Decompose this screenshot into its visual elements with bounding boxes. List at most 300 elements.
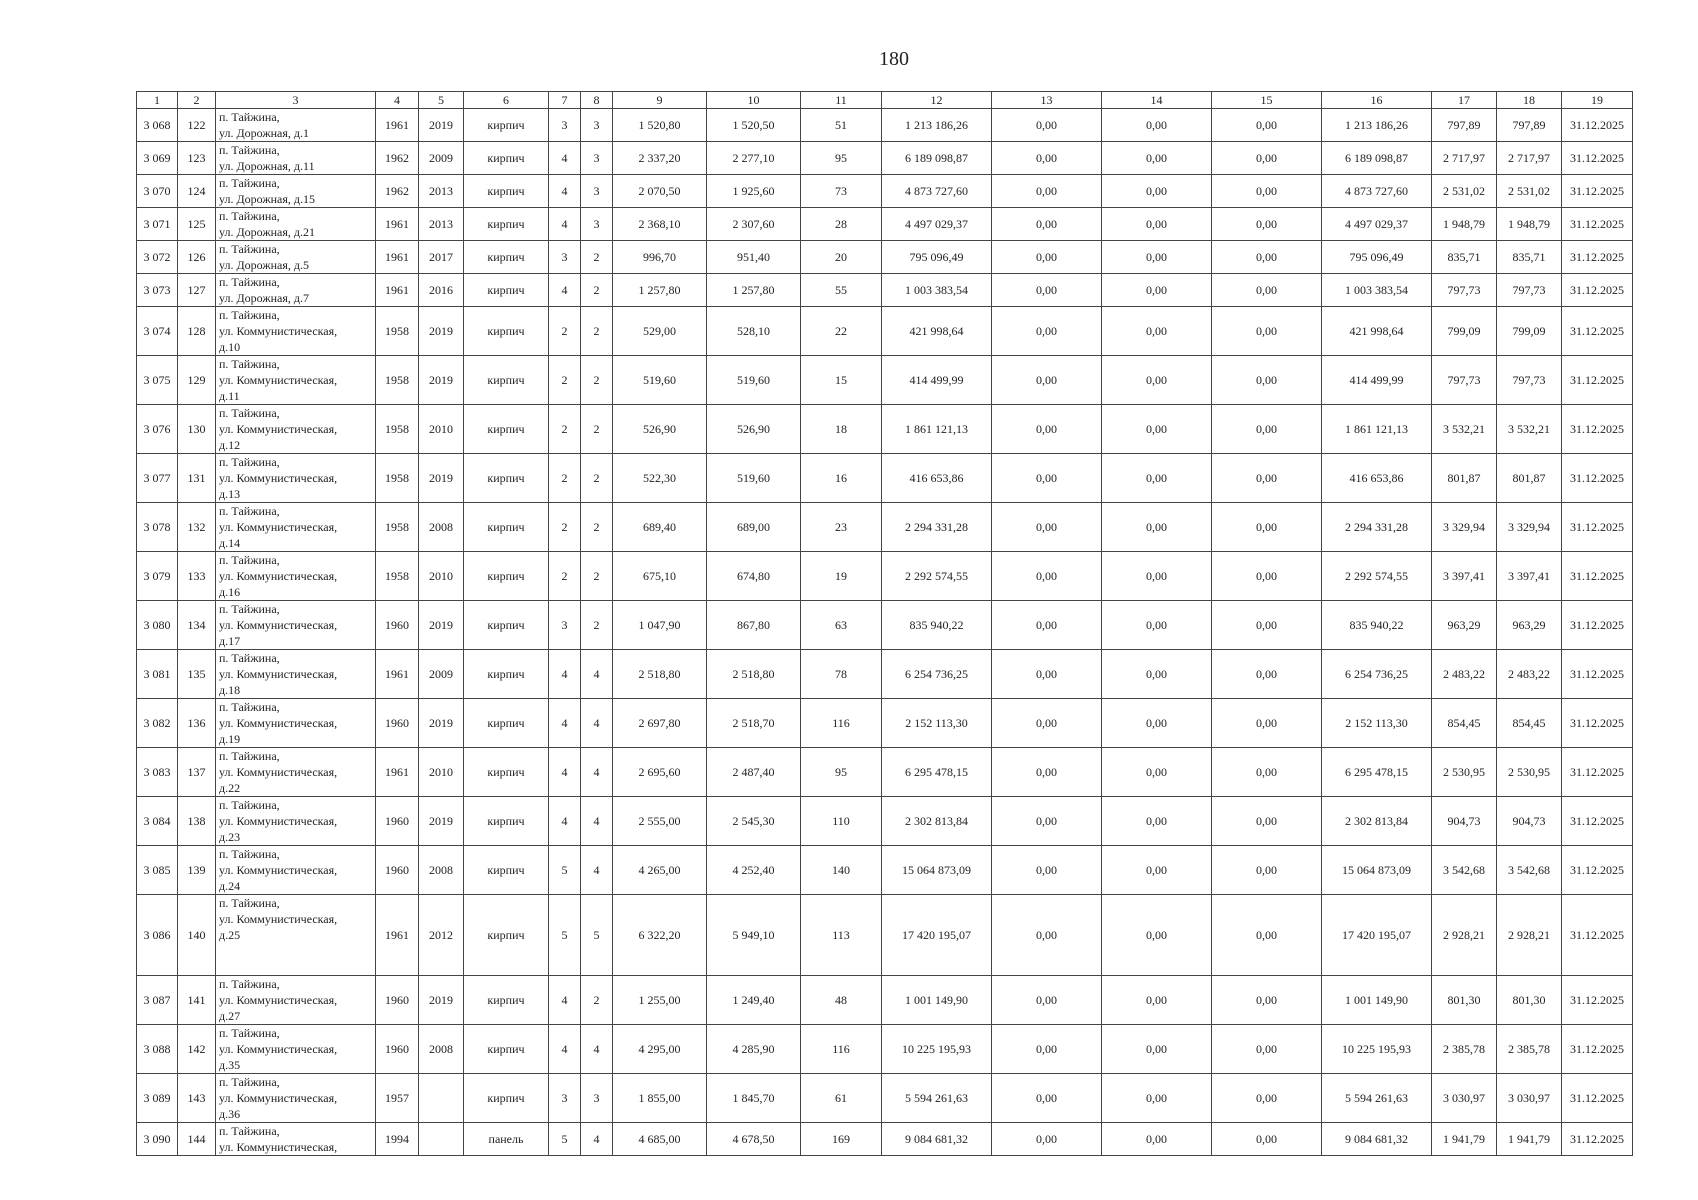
table-cell: 0,00 (1102, 405, 1212, 454)
table-cell: 0,00 (992, 1123, 1102, 1156)
table-cell: 0,00 (992, 797, 1102, 846)
table-cell: 835 940,22 (882, 601, 992, 650)
table-cell: 2 (581, 356, 613, 405)
table-cell: 31.12.2025 (1562, 846, 1633, 895)
table-cell: 2 (549, 503, 581, 552)
table-cell: 1 249,40 (707, 976, 801, 1025)
table-row (137, 699, 1633, 748)
table-cell: 4 (581, 699, 613, 748)
table-cell: 1958 (376, 356, 419, 405)
table-row (137, 454, 1633, 503)
table-cell: 1 213 186,26 (882, 109, 992, 142)
table-cell: 2008 (419, 1025, 464, 1074)
table-cell: 2 302 813,84 (1322, 797, 1432, 846)
table-cell: 1962 (376, 142, 419, 175)
table-cell: панель (464, 1123, 549, 1156)
table-cell: кирпич (464, 109, 549, 142)
table-row (137, 356, 1633, 405)
table-cell: кирпич (464, 699, 549, 748)
table-cell: 3 088 (137, 1025, 178, 1074)
address-cell: п. Тайжина, ул. Дорожная, д.1 (216, 109, 376, 142)
table-cell: 31.12.2025 (1562, 1123, 1633, 1156)
table-cell: кирпич (464, 405, 549, 454)
table-cell: 0,00 (1102, 454, 1212, 503)
table-cell: 519,60 (707, 454, 801, 503)
table-cell: 169 (801, 1123, 882, 1156)
table-row (137, 1025, 1633, 1074)
table-cell: 2 (549, 356, 581, 405)
table-cell: 5 594 261,63 (882, 1074, 992, 1123)
table-cell: 522,30 (613, 454, 707, 503)
table-cell: 797,73 (1432, 356, 1497, 405)
table-cell: 0,00 (1212, 503, 1322, 552)
table-cell: 4 (549, 175, 581, 208)
address-cell: п. Тайжина, ул. Дорожная, д.15 (216, 175, 376, 208)
table-cell: 2 152 113,30 (882, 699, 992, 748)
table-cell: 2 (581, 552, 613, 601)
table-cell: 63 (801, 601, 882, 650)
table-cell: 2 152 113,30 (1322, 699, 1432, 748)
table-cell: 4 265,00 (613, 846, 707, 895)
table-cell: 2 555,00 (613, 797, 707, 846)
table-cell: 2 294 331,28 (1322, 503, 1432, 552)
table-cell: 3 085 (137, 846, 178, 895)
table-cell: 2 717,97 (1432, 142, 1497, 175)
table-cell: 6 295 478,15 (882, 748, 992, 797)
table-cell (419, 1074, 464, 1123)
table-cell: 136 (178, 699, 216, 748)
column-header: 3 (216, 92, 376, 109)
table-cell (419, 1123, 464, 1156)
table-cell: 125 (178, 208, 216, 241)
table-cell: 6 189 098,87 (882, 142, 992, 175)
table-cell: 31.12.2025 (1562, 1025, 1633, 1074)
table-cell: 0,00 (1212, 699, 1322, 748)
column-header-row (137, 92, 1633, 109)
table-cell: 132 (178, 503, 216, 552)
table-cell: 10 225 195,93 (1322, 1025, 1432, 1074)
table-cell: 801,30 (1432, 976, 1497, 1025)
table-cell: 2 337,20 (613, 142, 707, 175)
column-header: 10 (707, 92, 801, 109)
table-cell: 0,00 (992, 552, 1102, 601)
table-cell: кирпич (464, 1074, 549, 1123)
table-cell: 3 084 (137, 797, 178, 846)
table-cell: 4 (549, 274, 581, 307)
table-cell: 4 (549, 699, 581, 748)
table-cell: 1961 (376, 748, 419, 797)
table-cell: 0,00 (1102, 274, 1212, 307)
table-cell: 0,00 (1102, 307, 1212, 356)
table-cell: 2 518,80 (707, 650, 801, 699)
table-cell: 3 083 (137, 748, 178, 797)
table-cell: 3 075 (137, 356, 178, 405)
table-cell: 31.12.2025 (1562, 109, 1633, 142)
table-cell: 0,00 (992, 503, 1102, 552)
table-row (137, 601, 1633, 650)
table-cell: 4 (549, 748, 581, 797)
table-cell: 2017 (419, 241, 464, 274)
table-cell: 4 (581, 797, 613, 846)
table-cell: 18 (801, 405, 882, 454)
table-cell: 0,00 (992, 1074, 1102, 1123)
table-cell: 3 073 (137, 274, 178, 307)
table-cell: 31.12.2025 (1562, 356, 1633, 405)
table-cell: 0,00 (1212, 1074, 1322, 1123)
table-cell: 421 998,64 (1322, 307, 1432, 356)
table-cell: 20 (801, 241, 882, 274)
table-cell: 3 074 (137, 307, 178, 356)
table-cell: 2 292 574,55 (1322, 552, 1432, 601)
page-number: 180 (879, 48, 909, 70)
table-cell: 0,00 (1102, 699, 1212, 748)
table-cell: 2013 (419, 175, 464, 208)
table-cell: 4 (581, 846, 613, 895)
table-cell: 144 (178, 1123, 216, 1156)
table-cell: 2 717,97 (1497, 142, 1562, 175)
address-cell: п. Тайжина, ул. Коммунистическая, д.22 (216, 748, 376, 797)
table-row (137, 503, 1633, 552)
address-cell: п. Тайжина, ул. Коммунистическая, д.12 (216, 405, 376, 454)
table-cell: 2019 (419, 699, 464, 748)
address-cell: п. Тайжина, ул. Дорожная, д.21 (216, 208, 376, 241)
table-cell: 31.12.2025 (1562, 503, 1633, 552)
table-cell: 2009 (419, 142, 464, 175)
table-cell: 3 069 (137, 142, 178, 175)
table-cell: 0,00 (1102, 503, 1212, 552)
table-cell: 3 030,97 (1432, 1074, 1497, 1123)
table-cell: 1 861 121,13 (882, 405, 992, 454)
table-cell: 0,00 (1212, 976, 1322, 1025)
table-cell: 4 678,50 (707, 1123, 801, 1156)
table-cell: 2 385,78 (1497, 1025, 1562, 1074)
table-cell: 1960 (376, 846, 419, 895)
table-cell: 0,00 (1102, 142, 1212, 175)
table-cell: 799,09 (1497, 307, 1562, 356)
table-cell: 5 (581, 895, 613, 976)
table-cell: 0,00 (1212, 274, 1322, 307)
table-cell: 0,00 (1212, 109, 1322, 142)
table-cell: кирпич (464, 976, 549, 1025)
table-cell: 3 542,68 (1432, 846, 1497, 895)
table-cell: 31.12.2025 (1562, 552, 1633, 601)
table-cell: 3 082 (137, 699, 178, 748)
table-cell: 2 277,10 (707, 142, 801, 175)
table-cell: 1960 (376, 797, 419, 846)
table-cell: 2 (549, 405, 581, 454)
table-cell: 0,00 (1102, 175, 1212, 208)
table-cell: 140 (178, 895, 216, 976)
table-cell: 31.12.2025 (1562, 699, 1633, 748)
table-cell: 674,80 (707, 552, 801, 601)
table-cell: 1 003 383,54 (882, 274, 992, 307)
table-cell: 2019 (419, 356, 464, 405)
table-cell: 2 385,78 (1432, 1025, 1497, 1074)
table-cell: 2016 (419, 274, 464, 307)
table-cell: 529,00 (613, 307, 707, 356)
table-cell: 416 653,86 (1322, 454, 1432, 503)
table-cell: 31.12.2025 (1562, 274, 1633, 307)
table-cell: 3 (549, 109, 581, 142)
table-cell: 138 (178, 797, 216, 846)
table-cell: 140 (801, 846, 882, 895)
table-row (137, 1123, 1633, 1156)
table-cell: кирпич (464, 503, 549, 552)
table-cell: 2 530,95 (1497, 748, 1562, 797)
table-cell: 128 (178, 307, 216, 356)
table-cell: 0,00 (1102, 356, 1212, 405)
table-cell: 3 081 (137, 650, 178, 699)
table-cell: кирпич (464, 356, 549, 405)
table-cell: 1960 (376, 699, 419, 748)
housing-registry-table (136, 91, 1633, 1156)
table-cell: 2010 (419, 552, 464, 601)
table-cell: 2 483,22 (1497, 650, 1562, 699)
table-cell: 2012 (419, 895, 464, 976)
column-header: 12 (882, 92, 992, 109)
table-cell: 2010 (419, 748, 464, 797)
table-cell: 0,00 (1102, 1074, 1212, 1123)
table-cell: 2010 (419, 405, 464, 454)
table-cell: 0,00 (992, 109, 1102, 142)
table-cell: 867,80 (707, 601, 801, 650)
table-cell: 4 (581, 748, 613, 797)
column-header: 15 (1212, 92, 1322, 109)
table-cell: 2 (581, 976, 613, 1025)
table-cell: 801,87 (1432, 454, 1497, 503)
table-cell: 1958 (376, 454, 419, 503)
table-cell: 797,89 (1432, 109, 1497, 142)
table-cell: 3 (581, 175, 613, 208)
table-cell: 3 076 (137, 405, 178, 454)
table-cell: 1958 (376, 405, 419, 454)
address-cell: п. Тайжина, ул. Коммунистическая, д.23 (216, 797, 376, 846)
table-cell: 129 (178, 356, 216, 405)
table-cell: 1 001 149,90 (1322, 976, 1432, 1025)
table-cell: 1 925,60 (707, 175, 801, 208)
table-cell: 1960 (376, 976, 419, 1025)
table-cell: 134 (178, 601, 216, 650)
table-cell: 2 (581, 274, 613, 307)
table-cell: 2 545,30 (707, 797, 801, 846)
table-cell: 4 873 727,60 (882, 175, 992, 208)
table-cell: 2008 (419, 503, 464, 552)
table-cell: 4 (549, 142, 581, 175)
table-cell: 110 (801, 797, 882, 846)
table-cell: 6 189 098,87 (1322, 142, 1432, 175)
table-cell: 3 080 (137, 601, 178, 650)
table-cell: 1958 (376, 503, 419, 552)
table-cell: 139 (178, 846, 216, 895)
table-cell: 1961 (376, 241, 419, 274)
table-cell: 3 397,41 (1432, 552, 1497, 601)
table-cell: кирпич (464, 552, 549, 601)
table-cell: 1 213 186,26 (1322, 109, 1432, 142)
address-cell: п. Тайжина, ул. Коммунистическая, д.25 (216, 895, 376, 976)
table-cell: 3 079 (137, 552, 178, 601)
table-cell: 4 295,00 (613, 1025, 707, 1074)
table-cell: 6 322,20 (613, 895, 707, 976)
column-header: 6 (464, 92, 549, 109)
table-cell: 1 941,79 (1497, 1123, 1562, 1156)
table-cell: 0,00 (992, 454, 1102, 503)
table-cell: 4 497 029,37 (882, 208, 992, 241)
table-cell: 3 (549, 601, 581, 650)
address-cell: п. Тайжина, ул. Коммунистическая, д.24 (216, 846, 376, 895)
table-cell: 0,00 (992, 699, 1102, 748)
table-cell: 0,00 (1212, 846, 1322, 895)
table-cell: 797,73 (1432, 274, 1497, 307)
table-row (137, 274, 1633, 307)
table-cell: 6 254 736,25 (882, 650, 992, 699)
table-cell: 2 (581, 503, 613, 552)
table-cell: 0,00 (1102, 748, 1212, 797)
table-cell: 795 096,49 (882, 241, 992, 274)
table-cell: 3 087 (137, 976, 178, 1025)
table-cell: кирпич (464, 846, 549, 895)
table-cell: 526,90 (613, 405, 707, 454)
table-cell: 3 532,21 (1497, 405, 1562, 454)
table-cell: 4 285,90 (707, 1025, 801, 1074)
table-cell: 1 855,00 (613, 1074, 707, 1123)
table-cell: 0,00 (992, 356, 1102, 405)
table-cell: 0,00 (992, 175, 1102, 208)
table-cell: 31.12.2025 (1562, 748, 1633, 797)
table-cell: 3 542,68 (1497, 846, 1562, 895)
table-cell: 5 (549, 846, 581, 895)
table-cell: 2 (549, 454, 581, 503)
table-cell: 1 520,80 (613, 109, 707, 142)
column-header: 2 (178, 92, 216, 109)
table-cell: 4 (581, 650, 613, 699)
table-cell: 31.12.2025 (1562, 976, 1633, 1025)
table-cell: 797,89 (1497, 109, 1562, 142)
column-header: 9 (613, 92, 707, 109)
table-cell: 31.12.2025 (1562, 895, 1633, 976)
table-cell: 0,00 (1102, 601, 1212, 650)
table-cell: 2019 (419, 601, 464, 650)
table-cell: 3 090 (137, 1123, 178, 1156)
table-cell: 2019 (419, 454, 464, 503)
table-cell: 73 (801, 175, 882, 208)
table-cell: 2 487,40 (707, 748, 801, 797)
table-cell: кирпич (464, 748, 549, 797)
table-cell: 4 (549, 976, 581, 1025)
table-cell: 4 (581, 1123, 613, 1156)
table-cell: 5 949,10 (707, 895, 801, 976)
table-cell: 16 (801, 454, 882, 503)
table-cell: 0,00 (1102, 241, 1212, 274)
table-cell: 904,73 (1432, 797, 1497, 846)
table-row (137, 405, 1633, 454)
column-header: 11 (801, 92, 882, 109)
table-cell: 10 225 195,93 (882, 1025, 992, 1074)
table-cell: 0,00 (992, 1025, 1102, 1074)
table-cell: 141 (178, 976, 216, 1025)
table-cell: 519,60 (613, 356, 707, 405)
table-cell: кирпич (464, 307, 549, 356)
table-cell: 1962 (376, 175, 419, 208)
table-cell: кирпич (464, 208, 549, 241)
table-row (137, 142, 1633, 175)
table-cell: кирпич (464, 241, 549, 274)
table-cell: 0,00 (992, 241, 1102, 274)
table-cell: 1 001 149,90 (882, 976, 992, 1025)
table-cell: 143 (178, 1074, 216, 1123)
table-cell: 0,00 (1212, 1123, 1322, 1156)
column-header: 16 (1322, 92, 1432, 109)
table-cell: 1 257,80 (707, 274, 801, 307)
table-cell: кирпич (464, 797, 549, 846)
table-cell: 0,00 (1212, 895, 1322, 976)
table-cell: 4 (549, 1025, 581, 1074)
column-header: 1 (137, 92, 178, 109)
table-cell: 31.12.2025 (1562, 241, 1633, 274)
table-cell: 3 532,21 (1432, 405, 1497, 454)
table-cell: 3 (581, 109, 613, 142)
table-cell: 1960 (376, 601, 419, 650)
table-cell: 137 (178, 748, 216, 797)
table-cell: 3 (581, 208, 613, 241)
table-cell: 4 (549, 650, 581, 699)
table-cell: 31.12.2025 (1562, 601, 1633, 650)
table-cell: 2 (581, 405, 613, 454)
table-cell: 3 068 (137, 109, 178, 142)
table-cell: 142 (178, 1025, 216, 1074)
table-cell: 0,00 (1102, 208, 1212, 241)
table-cell: 17 420 195,07 (882, 895, 992, 976)
table-cell: 4 (581, 1025, 613, 1074)
address-cell: п. Тайжина, ул. Коммунистическая, д.14 (216, 503, 376, 552)
table-cell: 4 497 029,37 (1322, 208, 1432, 241)
table-cell: 416 653,86 (882, 454, 992, 503)
table-row (137, 552, 1633, 601)
table-row (137, 650, 1633, 699)
table-cell: 31.12.2025 (1562, 650, 1633, 699)
table-cell: 414 499,99 (882, 356, 992, 405)
table-cell: 963,29 (1497, 601, 1562, 650)
table-cell: 963,29 (1432, 601, 1497, 650)
address-cell: п. Тайжина, ул. Коммунистическая, д.10 (216, 307, 376, 356)
table-cell: 1961 (376, 895, 419, 976)
table-cell: 2 307,60 (707, 208, 801, 241)
table-cell: 3 329,94 (1432, 503, 1497, 552)
table-cell: 675,10 (613, 552, 707, 601)
table-cell: 23 (801, 503, 882, 552)
table-cell: 0,00 (992, 601, 1102, 650)
table-cell: 801,87 (1497, 454, 1562, 503)
table-cell: 1 257,80 (613, 274, 707, 307)
table-cell: 123 (178, 142, 216, 175)
table-cell: 519,60 (707, 356, 801, 405)
address-cell: п. Тайжина, ул. Дорожная, д.7 (216, 274, 376, 307)
table-cell: 0,00 (1212, 175, 1322, 208)
table-cell: 0,00 (1212, 307, 1322, 356)
table-cell: 2 (581, 241, 613, 274)
table-cell: 0,00 (1102, 109, 1212, 142)
table-cell: 2 531,02 (1432, 175, 1497, 208)
table-cell: 1 845,70 (707, 1074, 801, 1123)
table-cell: кирпич (464, 454, 549, 503)
table-cell: 2009 (419, 650, 464, 699)
address-cell: п. Тайжина, ул. Коммунистическая, д.36 (216, 1074, 376, 1123)
table-row (137, 175, 1633, 208)
table-cell: 3 078 (137, 503, 178, 552)
table-cell: 801,30 (1497, 976, 1562, 1025)
table-cell: 2 928,21 (1497, 895, 1562, 976)
table-cell: 2 (581, 307, 613, 356)
table-cell: 689,40 (613, 503, 707, 552)
